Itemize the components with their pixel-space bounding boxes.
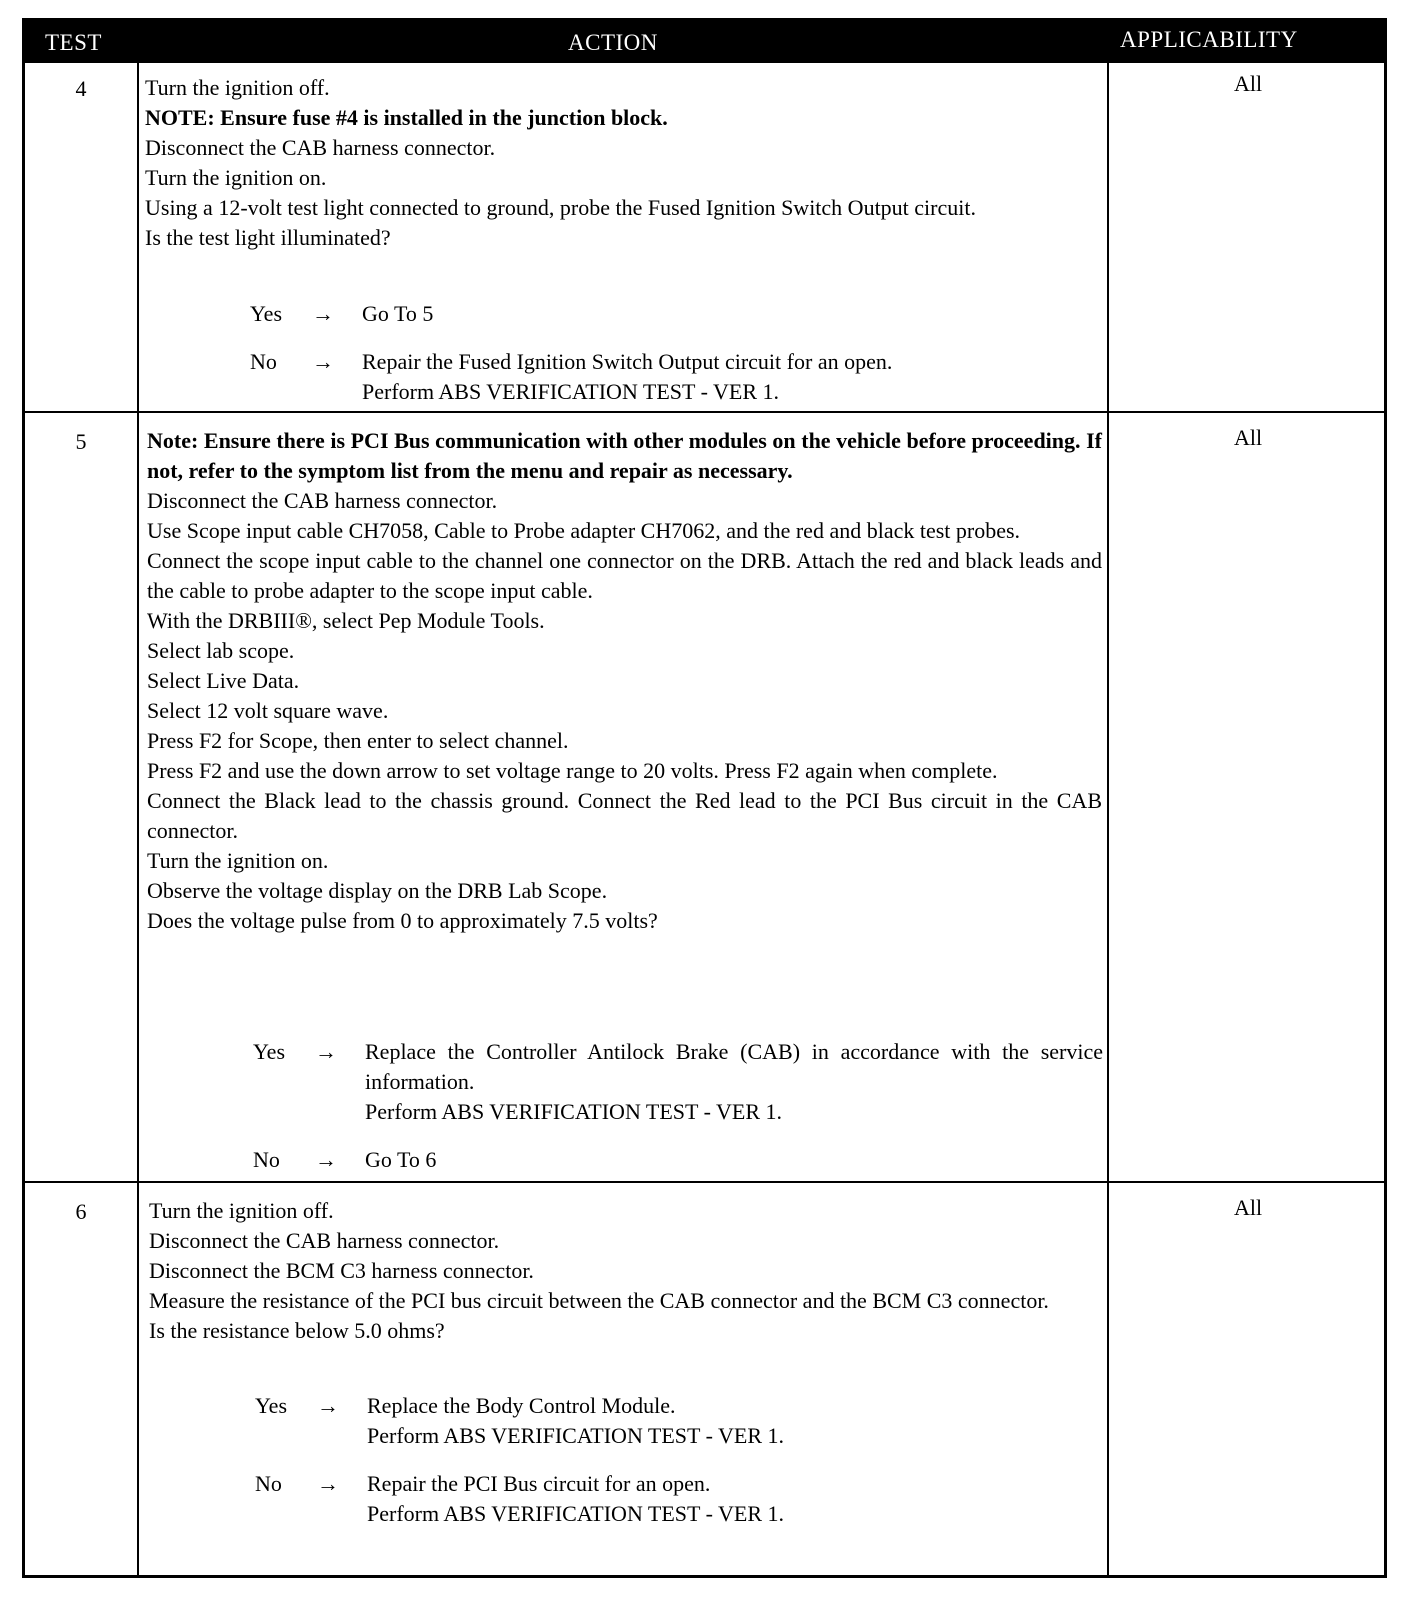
step: Select Live Data. [147,668,300,693]
question: Is the resistance below 5.0 ohms? [149,1318,445,1343]
arrow-icon: → [312,349,334,374]
test-number: 6 [75,1199,87,1224]
step: Use Scope input cable CH7058, Cable to Probe adapter CH7062, and the red and black test probes. [147,518,1021,543]
arrow-icon: → [317,1393,339,1418]
column-divider-applicability [1107,63,1109,1575]
arrow-icon: → [315,1039,337,1064]
row-divider [25,1181,1384,1183]
step: Measure the resistance of the PCI bus circuit between the CAB connector and the BCM C3 connector. [149,1288,1049,1313]
yes-result: Perform ABS VERIFICATION TEST - VER 1. [365,1099,783,1124]
step: Disconnect the CAB harness connector. [147,488,498,513]
table-header [25,21,1384,63]
step: Observe the voltage display on the DRB Lab Scope. [147,878,608,903]
yes-label: Yes [253,1039,286,1064]
applicability-value: All [1233,71,1263,96]
responses [255,1391,1105,1529]
applicability-value: All [1233,425,1263,450]
step: Select lab scope. [147,638,295,663]
yes-label: Yes [255,1393,288,1418]
test-number: 4 [75,76,87,101]
step: Connect the scope input cable to the channel one connector on the DRB. Attach the red and black leads and the cable to probe adapter to the scope input cable. [147,548,1102,603]
step: With the DRBIII®, select Pep Module Tools. [147,608,545,633]
row-divider [25,411,1384,413]
step: Select 12 volt square wave. [147,698,389,723]
header-test: TEST [45,30,102,55]
no-label: No [253,1147,280,1172]
step: Turn the ignition on. [147,848,329,873]
yes-label: Yes [250,301,283,326]
step: Turn the ignition off. [149,1198,334,1223]
yes-result: Perform ABS VERIFICATION TEST - VER 1. [367,1423,785,1448]
header-action: ACTION [568,30,658,55]
no-result: Repair the PCI Bus circuit for an open. [367,1471,711,1496]
yes-result: Go To 5 [362,301,434,326]
column-divider-test [137,63,139,1575]
arrow-icon: → [315,1147,337,1172]
responses [253,1037,1103,1175]
no-result: Go To 6 [365,1147,437,1172]
step: Using a 12-volt test light connected to ground, probe the Fused Ignition Switch Output circuit. [145,195,976,220]
yes-result: Replace the Body Control Module. [367,1393,676,1418]
no-label: No [250,349,277,374]
question: Is the test light illuminated? [145,225,391,250]
step: Connect the Black lead to the chassis ground. Connect the Red lead to the PCI Bus circuit in the CAB connector. [147,788,1102,843]
step: Press F2 for Scope, then enter to select channel. [147,728,569,753]
diagnostic-table [22,18,1387,1578]
step: Disconnect the BCM C3 harness connector. [149,1258,534,1283]
step: Disconnect the CAB harness connector. [149,1228,500,1253]
step: Press F2 and use the down arrow to set voltage range to 20 volts. Press F2 again when complete. [147,758,998,783]
yes-result: Replace the Controller Antilock Brake (CAB) in accordance with the service information. [365,1039,1103,1094]
test-action [145,73,1100,271]
arrow-icon: → [312,301,334,326]
arrow-icon: → [317,1471,339,1496]
step: Turn the ignition off. [145,75,330,100]
no-result: Perform ABS VERIFICATION TEST - VER 1. [367,1501,785,1526]
no-result: Repair the Fused Ignition Switch Output circuit for an open. [362,349,893,374]
test-action [147,426,1102,936]
responses [250,299,1100,407]
test-number: 5 [75,429,87,454]
note: Note: Ensure there is PCI Bus communication with other modules on the vehicle before proceeding. If not, refer to the symptom list from the menu and repair as necessary. [147,428,1102,483]
question: Does the voltage pulse from 0 to approximately 7.5 volts? [147,908,658,933]
no-result: Perform ABS VERIFICATION TEST - VER 1. [362,379,780,404]
header-applicability: APPLICABILITY [1120,27,1298,52]
no-label: No [255,1471,282,1496]
step: Disconnect the CAB harness connector. [145,135,496,160]
step: Turn the ignition on. [145,165,327,190]
note: NOTE: Ensure fuse #4 is installed in the junction block. [145,105,668,130]
test-action [149,1196,1104,1346]
applicability-value: All [1233,1195,1263,1220]
